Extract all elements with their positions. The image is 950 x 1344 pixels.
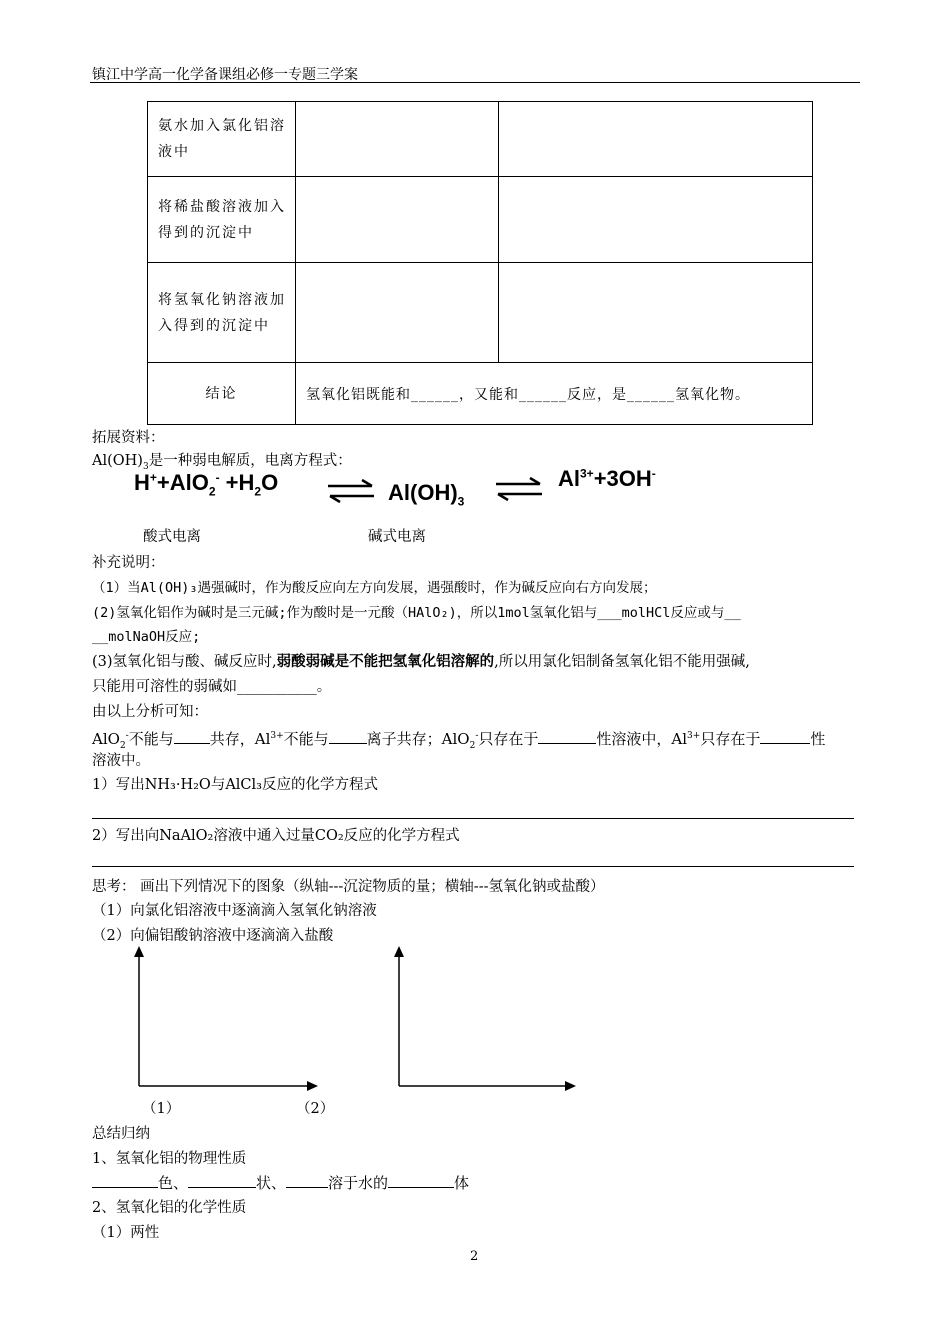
thinking-item-2: （2）向偏铝酸钠溶液中逐滴滴入盐酸 — [92, 928, 334, 944]
table-row — [148, 177, 813, 263]
row-label: 将稀盐酸溶液加入得到的沉淀中 — [148, 177, 296, 263]
equation-cell[interactable] — [499, 263, 813, 363]
equilibrium-arrow-icon — [326, 478, 376, 504]
coexistence-statement-cont: 溶液中。 — [92, 753, 150, 769]
blank-label-state: 状、 — [256, 1174, 287, 1192]
supplement-item-2: (2)氢氧化铝作为碱时是三元碱;作为酸时是一元酸（HAlO₂)，所以1mol氢氧化铝与___molHCl反应或与__ — [92, 605, 741, 621]
acid-ionization-label: 酸式电离 — [143, 529, 201, 545]
blank-label-solubility: 溶于水的 — [328, 1174, 389, 1192]
aluminum-hydroxide-formula: $Al(OH)_3$ — [388, 480, 465, 509]
answer-line-1[interactable] — [92, 818, 854, 819]
summary-title: 总结归纳 — [92, 1126, 150, 1142]
ionization-intro: $Al(OH)_3$是一种弱电解质，电离方程式： — [92, 453, 352, 472]
supplement-title: 补充说明： — [92, 555, 165, 571]
supplement-item-1: （1）当Al(OH)₃遇强碱时，作为酸反应向左方向发展，遇强酸时，作为碱反应向右方向发展； — [92, 580, 657, 596]
base-side-formula: $Al^{3+}+3OH^-$ — [558, 466, 656, 491]
ionization-intro-text: 是一种弱电解质，电离方程式： — [148, 453, 352, 469]
page-header-title: 镇江中学高一化学备课组必修一专题三学案 — [92, 67, 358, 83]
supplement-item-3-cont: 只能用可溶性的弱碱如___________。 — [92, 679, 332, 695]
graph-axes-1[interactable] — [128, 945, 320, 1095]
observation-cell[interactable] — [296, 102, 499, 177]
blank-label-body: 体 — [454, 1174, 470, 1192]
supplement-item-3-pre: (3)氢氧化铝与酸、碱反应时, — [92, 654, 277, 670]
answer-line-2[interactable] — [92, 866, 854, 867]
supplement-item-3-emphasis: 弱酸弱碱是不能把氢氧化铝溶解的 — [276, 653, 495, 670]
table-row — [148, 263, 813, 363]
question-1: 1）写出NH₃·H₂O与AlCl₃反应的化学方程式 — [92, 777, 378, 793]
equilibrium-arrow-icon — [494, 476, 544, 502]
thinking-item-1: （1）向氯化铝溶液中逐滴滴入氢氧化钠溶液 — [92, 903, 377, 919]
row-label: 将氢氧化钠溶液加入得到的沉淀中 — [148, 263, 296, 363]
blank-label-color: 色、 — [158, 1174, 189, 1192]
summary-point-2-item: （1）两性 — [92, 1225, 160, 1241]
equation-cell[interactable] — [499, 102, 813, 177]
coexistence-statement: AlO$_2$-不能与 共存，$Al^{3+}$不能与 离子共存；AlO$_2$-只存在于 性溶液中，$Al^{3+}$只存在于 性 — [92, 730, 826, 751]
conclusion-label: 结论 — [148, 363, 296, 425]
table-row — [148, 102, 813, 177]
acid-side-formula: $H^++AlO_2^- +H_2O$ — [134, 470, 279, 499]
supplement-item-3-post: ,所以用氯化铝制备氢氧化铝不能用强碱, — [494, 654, 750, 670]
conclusion-text: 氢氧化铝既能和______，又能和______反应，是______氢氧化物。 — [296, 363, 813, 425]
summary-point-1: 1、氢氧化铝的物理性质 — [92, 1151, 247, 1167]
base-ionization-label: 碱式电离 — [368, 529, 426, 545]
observation-cell[interactable] — [296, 263, 499, 363]
observation-cell[interactable] — [296, 177, 499, 263]
table-row — [148, 363, 813, 425]
graph-1-label: （1） — [142, 1101, 181, 1117]
page-number: 2 — [470, 1249, 479, 1264]
supplement-item-3 — [92, 652, 750, 672]
physical-properties-blanks — [92, 1173, 469, 1193]
thinking-title: 思考： 画出下列情况下的图象（纵轴---沉淀物质的量；横轴---氢氧化钠或盐酸） — [92, 879, 605, 895]
summary-point-2: 2、氢氧化铝的化学性质 — [92, 1200, 247, 1216]
graph-axes-2[interactable] — [390, 945, 580, 1095]
header-rule — [90, 82, 860, 83]
experiment-table — [147, 101, 813, 425]
row-label: 氨水加入氯化铝溶液中 — [148, 102, 296, 177]
graph-2-label: （2） — [296, 1101, 335, 1117]
supplement-item-2-cont: __molNaOH反应; — [92, 629, 201, 645]
extended-material-title: 拓展资料： — [92, 430, 165, 446]
question-2: 2）写出向NaAlO₂溶液中通入过量CO₂反应的化学方程式 — [92, 828, 460, 844]
equation-cell[interactable] — [499, 177, 813, 263]
analysis-title: 由以上分析可知： — [92, 704, 208, 720]
